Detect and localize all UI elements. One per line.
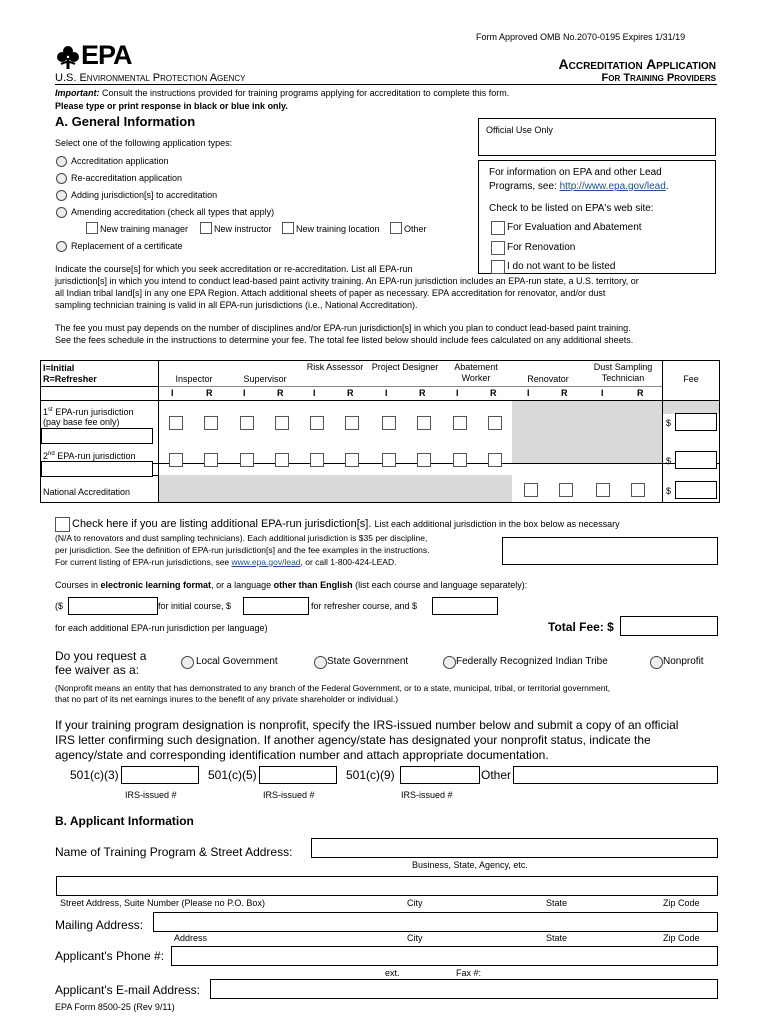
official-use-box <box>478 118 716 156</box>
additional-jurisdiction-input[interactable] <box>502 537 718 565</box>
epa-lead-link[interactable]: http://www.epa.gov/lead <box>559 181 666 192</box>
elearning-refresher-input[interactable] <box>243 597 309 615</box>
row2-checkbox[interactable] <box>453 453 467 467</box>
irs-issued-label: IRS-issued # <box>401 790 453 800</box>
street-address-input[interactable] <box>56 876 718 896</box>
row2-checkbox[interactable] <box>382 453 396 467</box>
currency-sign: $ <box>666 418 672 428</box>
sub-i: I <box>243 388 246 398</box>
section-b-title: B. Applicant Information <box>55 814 194 828</box>
additional-check-label: Check here if you are listing additional EPA-run jurisdiction[s]. List each additional jurisdiction in the box below as necessary <box>72 518 620 530</box>
type-label: Adding jurisdiction[s] to accreditation <box>71 190 218 200</box>
form-number: EPA Form 8500-25 (Rev 9/11) <box>55 1002 175 1012</box>
sub-i: I <box>601 388 604 398</box>
amend-checkbox-other[interactable] <box>390 222 402 234</box>
additional-note: per jurisdiction. See the definition of EPA-run jurisdiction[s] and the fee examples in the instructions. <box>55 545 430 555</box>
elearning-initial-input[interactable] <box>68 597 158 615</box>
fee-input-row2[interactable] <box>675 451 717 469</box>
type-label: Accreditation application <box>71 156 169 166</box>
email-label: Applicant's E-mail Address: <box>55 983 201 997</box>
email-input[interactable] <box>210 979 718 999</box>
row2-checkbox[interactable] <box>310 453 324 467</box>
waiver-radio-nonprofit[interactable] <box>650 656 663 669</box>
important-note: Important: Consult the instructions provided for training programs applying for accreditation to complete this form. <box>55 88 510 98</box>
epa-logo-text: EPA <box>81 40 132 70</box>
currency-sign: $ <box>666 486 672 496</box>
mailing-address-input[interactable] <box>153 912 718 932</box>
col-header-fee: Fee <box>683 374 699 384</box>
row1-checkbox[interactable] <box>417 416 431 430</box>
course-text: all Indian tribal land[s] in any one EPA Region. Attach additional sheets of paper as necessary. EPA accreditation for renovator, and/or dust <box>55 288 606 298</box>
waiver-question: Do you request a fee waiver as a: <box>55 649 147 677</box>
form-title: Accreditation Application <box>558 56 716 72</box>
row3-checkbox[interactable] <box>524 483 538 497</box>
irs-issued-label: IRS-issued # <box>125 790 177 800</box>
amend-label: Other <box>404 224 427 234</box>
col-header: Project Designer <box>371 362 439 372</box>
elearning-prompt: Courses in electronic learning format, or a language other than English (list each course and language separately): <box>55 580 528 590</box>
epa-flower-icon <box>55 44 81 70</box>
course-text: Indicate the course[s] for which you seek accreditation or re-accreditation. List all EPA-run <box>55 264 413 274</box>
course-text: jurisdiction[s] in which you intend to conduct lead-based paint activity training. An EPA-run jurisdiction includes an EPA-run state, a U.S. territory, or <box>55 276 639 286</box>
amend-checkbox-training-manager[interactable] <box>86 222 98 234</box>
name-hint: Business, State, Agency, etc. <box>412 860 528 870</box>
sub-r: R <box>637 388 644 398</box>
total-fee-input[interactable] <box>620 616 718 636</box>
listing-checkbox-renovation[interactable] <box>491 241 505 255</box>
sub-i: I <box>456 388 459 398</box>
state-hint: State <box>546 898 568 908</box>
row1-checkbox[interactable] <box>169 416 183 430</box>
address-hint: Address <box>174 933 208 943</box>
col-header: Abatement Worker <box>454 362 498 383</box>
listing-label: I do not want to be listed <box>507 261 616 272</box>
row1-checkbox[interactable] <box>204 416 218 430</box>
col-header: Risk Assessor <box>306 362 364 372</box>
row1-checkbox[interactable] <box>382 416 396 430</box>
sub-r: R <box>206 388 213 398</box>
row-label-second: 2nd EPA-run jurisdiction <box>43 451 136 461</box>
sub-i: I <box>527 388 530 398</box>
row2-checkbox[interactable] <box>417 453 431 467</box>
row1-checkbox[interactable] <box>310 416 324 430</box>
section-a-title: A. General Information <box>55 114 196 129</box>
ink-note: Please type or print response in black or blue ink only. <box>55 101 288 111</box>
row-label-national: National Accreditation <box>43 487 131 497</box>
fee-input-row1[interactable] <box>675 413 717 431</box>
agency-name: U.S. Environmental Protection Agency <box>55 72 246 84</box>
legend-refresher: R=Refresher <box>43 374 97 384</box>
sub-r: R <box>277 388 284 398</box>
zip-hint: Zip Code <box>663 898 700 908</box>
street-hint: Street Address, Suite Number (Please no P.O. Box) <box>60 898 265 908</box>
input-501c3[interactable] <box>121 766 199 784</box>
type-label: Replacement of a certificate <box>71 241 183 251</box>
type-radio-reaccreditation[interactable] <box>56 173 67 184</box>
omb-number: Form Approved OMB No.2070-0195 Expires 1/31/19 <box>476 32 686 42</box>
fee-text: See the fees schedule in the instructions to determine your fee. The total fee listed below should include fees calculated on any additional sheets. <box>55 335 634 345</box>
row1-checkbox[interactable] <box>345 416 359 430</box>
row1-checkbox[interactable] <box>275 416 289 430</box>
waiver-radio-state[interactable] <box>314 656 327 669</box>
listing-label: For Renovation <box>507 242 576 253</box>
row-label-first: 1st EPA-run jurisdiction <box>43 407 134 417</box>
type-radio-adding-jurisdiction[interactable] <box>56 190 67 201</box>
legend-initial: I=Initial <box>43 363 75 373</box>
city-hint: City <box>407 933 423 943</box>
input-501c9[interactable] <box>400 766 480 784</box>
elearning-open: ($ <box>55 601 64 611</box>
fee-text: The fee you must pay depends on the number of disciplines and/or EPA-run jurisdiction[s] in which you plan to conduct lead-based paint training. <box>55 323 631 333</box>
program-name-input[interactable] <box>311 838 718 858</box>
row-label-first-note: (pay base fee only) <box>43 417 120 427</box>
elearning-each: for each additional EPA-run jurisdiction per language) <box>55 623 268 633</box>
total-fee-label: Total Fee: $ <box>548 620 614 634</box>
col-header: Dust Sampling Technician <box>593 362 653 383</box>
label-other: Other <box>481 768 512 782</box>
amend-checkbox-instructor[interactable] <box>200 222 212 234</box>
row2-checkbox[interactable] <box>345 453 359 467</box>
ext-hint: ext. <box>385 968 400 978</box>
sub-r: R <box>561 388 568 398</box>
row1-checkbox[interactable] <box>488 416 502 430</box>
amend-label: New training manager <box>100 224 189 234</box>
waiver-note: that no part of its net earnings inures to the benefit of any private shareholder or individual.) <box>55 694 399 704</box>
state-hint: State <box>546 933 568 943</box>
fee-input-row3[interactable] <box>675 481 717 499</box>
irs-issued-label: IRS-issued # <box>263 790 315 800</box>
select-prompt: Select one of the following application types: <box>55 138 233 148</box>
header-divider <box>55 84 717 85</box>
waiver-option: Local Government <box>196 656 278 667</box>
elearning-additional-input[interactable] <box>432 597 498 615</box>
additional-jurisdiction-checkbox[interactable] <box>55 517 70 532</box>
phone-label: Applicant's Phone #: <box>55 949 165 963</box>
listing-prompt: Check to be listed on EPA's web site: <box>489 203 654 214</box>
name-label: Name of Training Program & Street Address: <box>55 845 293 859</box>
epa-lead-link[interactable]: www.epa.gov/lead <box>231 557 301 567</box>
phone-input[interactable] <box>171 946 718 966</box>
row3-checkbox[interactable] <box>631 483 645 497</box>
amend-label: New training location <box>296 224 380 234</box>
type-radio-replacement[interactable] <box>56 241 67 252</box>
listing-box <box>478 160 716 274</box>
waiver-radio-local[interactable] <box>181 656 194 669</box>
zip-hint: Zip Code <box>663 933 700 943</box>
mailing-label: Mailing Address: <box>55 918 144 932</box>
waiver-radio-tribe[interactable] <box>443 656 456 669</box>
info-line1: For information on EPA and other Lead <box>489 167 662 178</box>
label-501c5: 501(c)(5) <box>208 768 257 782</box>
amend-label: New instructor <box>214 224 272 234</box>
type-radio-accreditation[interactable] <box>56 156 67 167</box>
row3-checkbox[interactable] <box>596 483 610 497</box>
sub-r: R <box>490 388 497 398</box>
elearning-initial-label: for initial course, $ <box>158 601 232 611</box>
type-radio-amending[interactable] <box>56 207 67 218</box>
input-other[interactable] <box>513 766 718 784</box>
waiver-option: Federally Recognized Indian Tribe <box>456 656 608 667</box>
second-jurisdiction-input[interactable] <box>41 461 153 477</box>
col-header: Inspector <box>175 374 213 384</box>
waiver-option: Nonprofit <box>663 656 704 667</box>
fax-hint: Fax #: <box>456 968 482 978</box>
row2-checkbox[interactable] <box>204 453 218 467</box>
waiver-option: State Government <box>327 656 409 667</box>
fee-table <box>40 360 720 503</box>
amend-checkbox-location[interactable] <box>282 222 294 234</box>
sub-i: I <box>171 388 174 398</box>
type-label: Amending accreditation (check all types that apply) <box>71 207 275 217</box>
input-501c5[interactable] <box>259 766 337 784</box>
listing-label: For Evaluation and Abatement <box>507 222 642 233</box>
sub-r: R <box>419 388 426 398</box>
label-501c3: 501(c)(3) <box>70 768 119 782</box>
label-501c9: 501(c)(9) <box>346 768 395 782</box>
course-text: sampling technician training is valid in all EPA-run jurisdictions (i.e., National Accreditation). <box>55 300 418 310</box>
currency-sign: $ <box>666 456 672 466</box>
epa-logo <box>55 42 145 72</box>
row2-checkbox[interactable] <box>169 453 183 467</box>
sub-r: R <box>347 388 354 398</box>
type-label: Re-accreditation application <box>71 173 183 183</box>
listing-checkbox-evaluation[interactable] <box>491 221 505 235</box>
elearning-refresher-label: for refresher course, and $ <box>311 601 418 611</box>
additional-note: For current listing of EPA-run jurisdictions, see www.epa.gov/lead, or call 1-800-424-LEAD. <box>55 557 397 567</box>
sub-i: I <box>385 388 388 398</box>
city-hint: City <box>407 898 423 908</box>
col-header: Renovator <box>527 374 569 384</box>
form-subtitle: For Training Providers <box>601 72 716 84</box>
waiver-note: (Nonprofit means an entity that has demonstrated to any branch of the Federal Government, or to a state, municipal, tribal, or territorial government, <box>55 683 611 693</box>
row2-checkbox[interactable] <box>240 453 254 467</box>
row2-checkbox[interactable] <box>488 453 502 467</box>
row3-checkbox[interactable] <box>559 483 573 497</box>
listing-checkbox-not-listed[interactable] <box>491 260 505 274</box>
first-jurisdiction-input[interactable] <box>41 428 153 444</box>
col-header: Supervisor <box>243 374 287 384</box>
row1-checkbox[interactable] <box>453 416 467 430</box>
info-line2: Programs, see: http://www.epa.gov/lead. <box>489 181 669 192</box>
sub-i: I <box>313 388 316 398</box>
additional-note: (N/A to renovators and dust sampling technicians). Each additional jurisdiction is $35 per discipline, <box>55 533 428 543</box>
row1-checkbox[interactable] <box>240 416 254 430</box>
official-use-label: Official Use Only <box>486 125 553 135</box>
nonprofit-instructions: If your training program designation is nonprofit, specify the IRS-issued number below and submit a copy of an official IRS letter confirming such designation. If another agency/state has designated your nonprofit status, indicate the agency/state and corresponding identification number and attach appropriate documentation. <box>55 718 679 762</box>
row2-checkbox[interactable] <box>275 453 289 467</box>
